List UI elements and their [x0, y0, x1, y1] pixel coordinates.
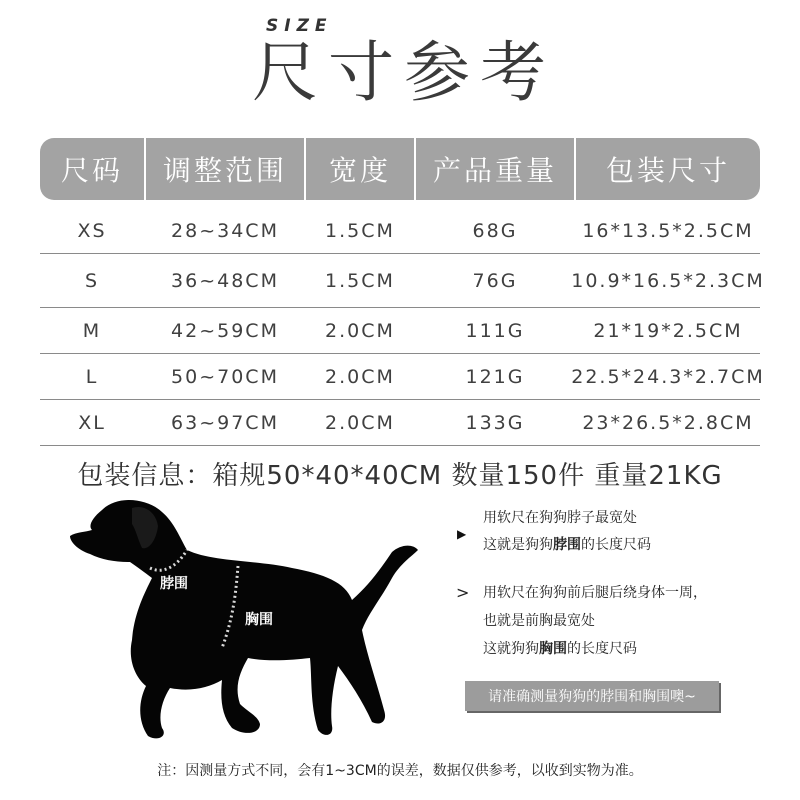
table-cell: 111G: [465, 320, 525, 342]
table-cell: 21*19*2.5CM: [593, 320, 743, 342]
table-cell: 36~48CM: [171, 270, 279, 292]
table-cell: 50~70CM: [171, 366, 279, 388]
dog-illustration: [62, 490, 422, 745]
measure-tip: 请准确测量狗狗的脖围和胸围噢~: [465, 681, 719, 711]
table-row: [40, 208, 760, 254]
table-cell: 133G: [465, 412, 525, 434]
chest-instruction-3: 这就狗狗胸围的长度尺码: [483, 641, 637, 657]
header-package: 包装尺寸: [605, 154, 730, 187]
table-cell: 2.0CM: [325, 412, 395, 434]
table-header: [40, 138, 760, 200]
table-cell: 10.9*16.5*2.3CM: [571, 270, 765, 292]
table-cell: 2.0CM: [325, 366, 395, 388]
table-cell: XS: [77, 220, 107, 242]
table-cell: S: [84, 270, 100, 292]
table-cell: 42~59CM: [171, 320, 279, 342]
table-cell: 22.5*24.3*2.7CM: [571, 366, 765, 388]
packaging-info: 包装信息：箱规50*40*40CM 数量150件 重量21KG: [77, 461, 723, 491]
neck-label: 脖围: [160, 576, 188, 592]
table-row: [40, 308, 760, 354]
footer-note: 注：因测量方式不同，会有1~3CM的误差，数据仅供参考，以收到实物为准。: [157, 763, 643, 779]
header-size: 尺码: [60, 154, 123, 187]
table-cell: 68G: [472, 220, 518, 242]
table-cell: 28~34CM: [171, 220, 279, 242]
table-cell: 63~97CM: [171, 412, 279, 434]
table-cell: 2.0CM: [325, 320, 395, 342]
table-cell: 1.5CM: [325, 220, 395, 242]
header-width: 宽度: [328, 154, 391, 187]
chest-label: 胸围: [245, 612, 273, 628]
table-row: [40, 354, 765, 400]
neck-instruction-1: 用软尺在狗狗脖子最宽处: [483, 510, 637, 526]
table-cell: 1.5CM: [325, 270, 395, 292]
table-row: [40, 400, 760, 446]
size-heading-en: SIZE: [266, 16, 333, 36]
table-cell: 16*13.5*2.5CM: [582, 220, 754, 242]
header-weight: 产品重量: [432, 154, 557, 187]
dog-silhouette-icon: [62, 490, 422, 745]
chest-instruction-2: 也就是前胸最宽处: [483, 613, 595, 629]
page-title: 尺寸参考: [252, 34, 556, 111]
table-cell: M: [82, 320, 102, 342]
neck-marker: ▶: [457, 527, 467, 541]
table-cell: 23*26.5*2.8CM: [582, 412, 754, 434]
table-cell: 121G: [465, 366, 525, 388]
table-cell: XL: [78, 412, 106, 434]
size-table: [40, 138, 765, 446]
chest-instruction-1: 用软尺在狗狗前后腿后绕身体一周，: [483, 585, 707, 601]
chest-marker: >: [456, 583, 470, 602]
header-range: 调整范围: [162, 154, 287, 187]
table-row: [40, 254, 765, 308]
table-cell: 76G: [472, 270, 518, 292]
table-cell: L: [85, 366, 99, 388]
neck-instruction-2: 这就是狗狗脖围的长度尺码: [483, 537, 651, 553]
